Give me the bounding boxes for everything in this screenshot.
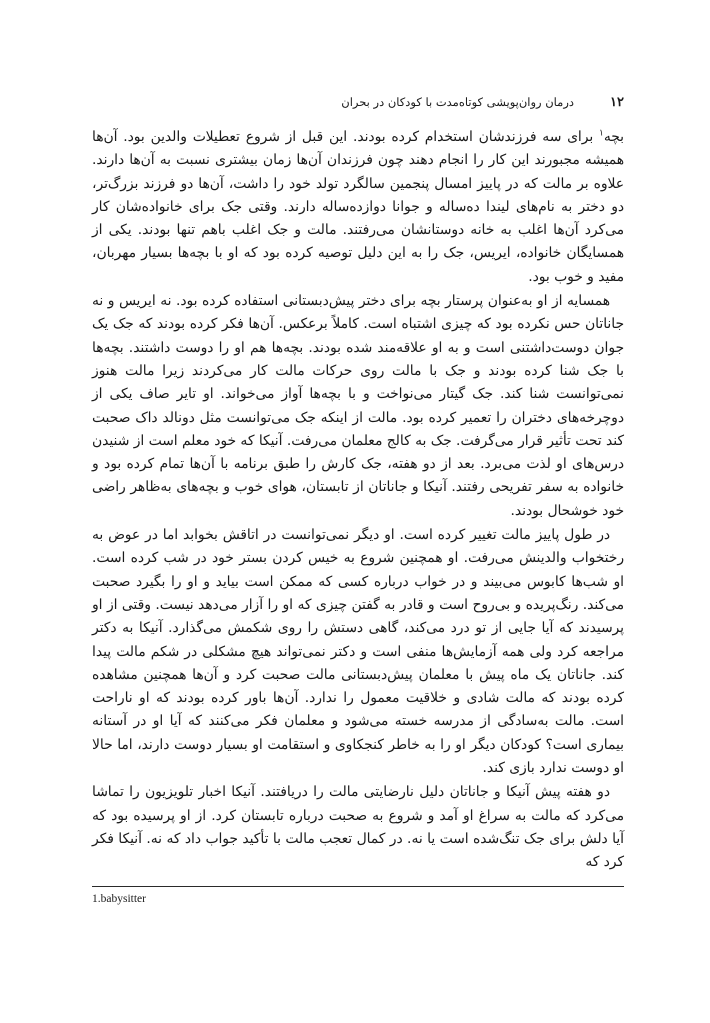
running-header: [92, 92, 624, 112]
book-title: درمان روان‌پویشی کوتاه‌مدت با کودکان در بحران: [341, 95, 575, 109]
paragraph-1-text: برای سه فرزندشان استخدام کرده بودند. این قبل از شروع تعطیلات والدین بود. آن‌ها همیشه مجبورند این کار را انجام دهند چون فرزندان آن‌ها زمان بیشتری نسبت به آن‌ها دارند. علاوه بر مالت که در پاییز امسال پنجمین سالگرد تولد خود را داشت، آن‌ها دو فرزند بزرگ‌تر، دو دختر به نام‌های لیندا ده‌ساله و جوانا دوازده‌ساله دارند. وقتی جک برای خانواده‌شان کار می‌کرد آن‌ها اغلب به خانه دوستانشان می‌رفتند. مالت و جک اغلب باهم تنها بودند. یکی از همسایگان خانواده، ایریس، جک را به این دلیل توصیه کرده بود که او با بچه‌ها بسیار مهربان، مفید و خوب بود.: [92, 129, 624, 285]
body-text: [92, 126, 624, 875]
paragraph-1-lead: بچه: [603, 129, 624, 145]
paragraph-4: دو هفته پیش آنیکا و جاناتان دلیل نارضایتی مالت را دریافتند. آنیکا اخبار تلویزیون را تماشا می‌کرد که مالت به سراغ او آمد و شروع به صحبت درباره تابستان کرد. از او پرسیده بود که آیا دلش برای جک تنگ‌شده است یا نه. در کمال تعجب مالت با تأکید جواب داد که نه. آنیکا فکر کرد که: [92, 784, 624, 871]
page-number: ۱۲: [610, 94, 624, 110]
footnote-reference: ۱: [599, 128, 604, 139]
paragraph-3: در طول پاییز مالت تغییر کرده است. او دیگر نمی‌توانست در اتاقش بخوابد اما در عوض به رختخواب والدینش می‌رفت. او همچنین شروع به خیس کردن بستر خود در شب کرده است. او شب‌ها کابوس می‌بیند و در خواب درباره کسی که ممکن است بیاید و او را بگیرد صحبت می‌کند. رنگ‌پریده و بی‌روح است و قادر به گفتن چیزی که او را آزار می‌دهد نیست. وقتی از او پرسیدند که آیا جایی از تو درد می‌کند، گاهی دستش را روی شکمش می‌گذارد. آنیکا به دکتر مراجعه کرد ولی همه آزمایش‌ها منفی است و دکتر نمی‌تواند هیچ مشکلی در شکم مالت پیدا کند. جاناتان یک ماه پیش با معلمان پیش‌دبستانی مالت صحبت کرد و آن‌ها همچنین مشاهده کرده بودند که مالت شادی و خلاقیت معمول را ندارد. آن‌ها باور کرده بودند که او ناراحت است. مالت به‌سادگی از مدرسه خسته می‌شود و معلمان فکر می‌کنند که آیا او در آستانه بیماری است؟ کودکان دیگر او را به خاطر کنجکاوی و استقامت او بسیار دوست دارند، اما حالا او دوست ندارد بازی کند.: [92, 527, 624, 777]
footnote: 1.babysitter: [92, 893, 146, 905]
paragraph-2: همسایه از او به‌عنوان پرستار بچه برای دختر پیش‌دبستانی استفاده کرده بود. نه ایریس و نه جاناتان حس نکرده بود که چیزی اشتباه است. کاملاً برعکس. آن‌ها فکر کرده بودند که جک یک جوان دوست‌داشتنی است و به او علاقه‌مند شده بودند. بچه‌ها هم او را دوست داشتند. بچه‌ها با جک شنا کرده بودند و جک با مالت روی حرکات مالت کار می‌کردند زیرا مالت هنوز نمی‌توانست شنا کند. جک گیتار می‌نواخت و با بچه‌ها آواز می‌خواند. او تایر صاف یکی از دوچرخه‌های دختران را تعمیر کرده بود. مالت از اینکه جک می‌توانست مثل دونالد داک صحبت کند تحت تأثیر قرار می‌گرفت. جک به کالج معلمان می‌رفت. آنیکا که خود معلم است از شنیدن درس‌های او لذت می‌برد. بعد از دو هفته، جک کارش را طبق برنامه با آن‌ها تمام کرده بود و خانواده به سفر تفریحی رفتند. آنیکا و جاناتان از تابستان، هوای خوب و بچه‌های به‌ظاهر راضی خود خوشحال بودند.: [92, 293, 624, 519]
paragraph-1: [92, 126, 624, 289]
footnote-divider: [92, 886, 624, 887]
